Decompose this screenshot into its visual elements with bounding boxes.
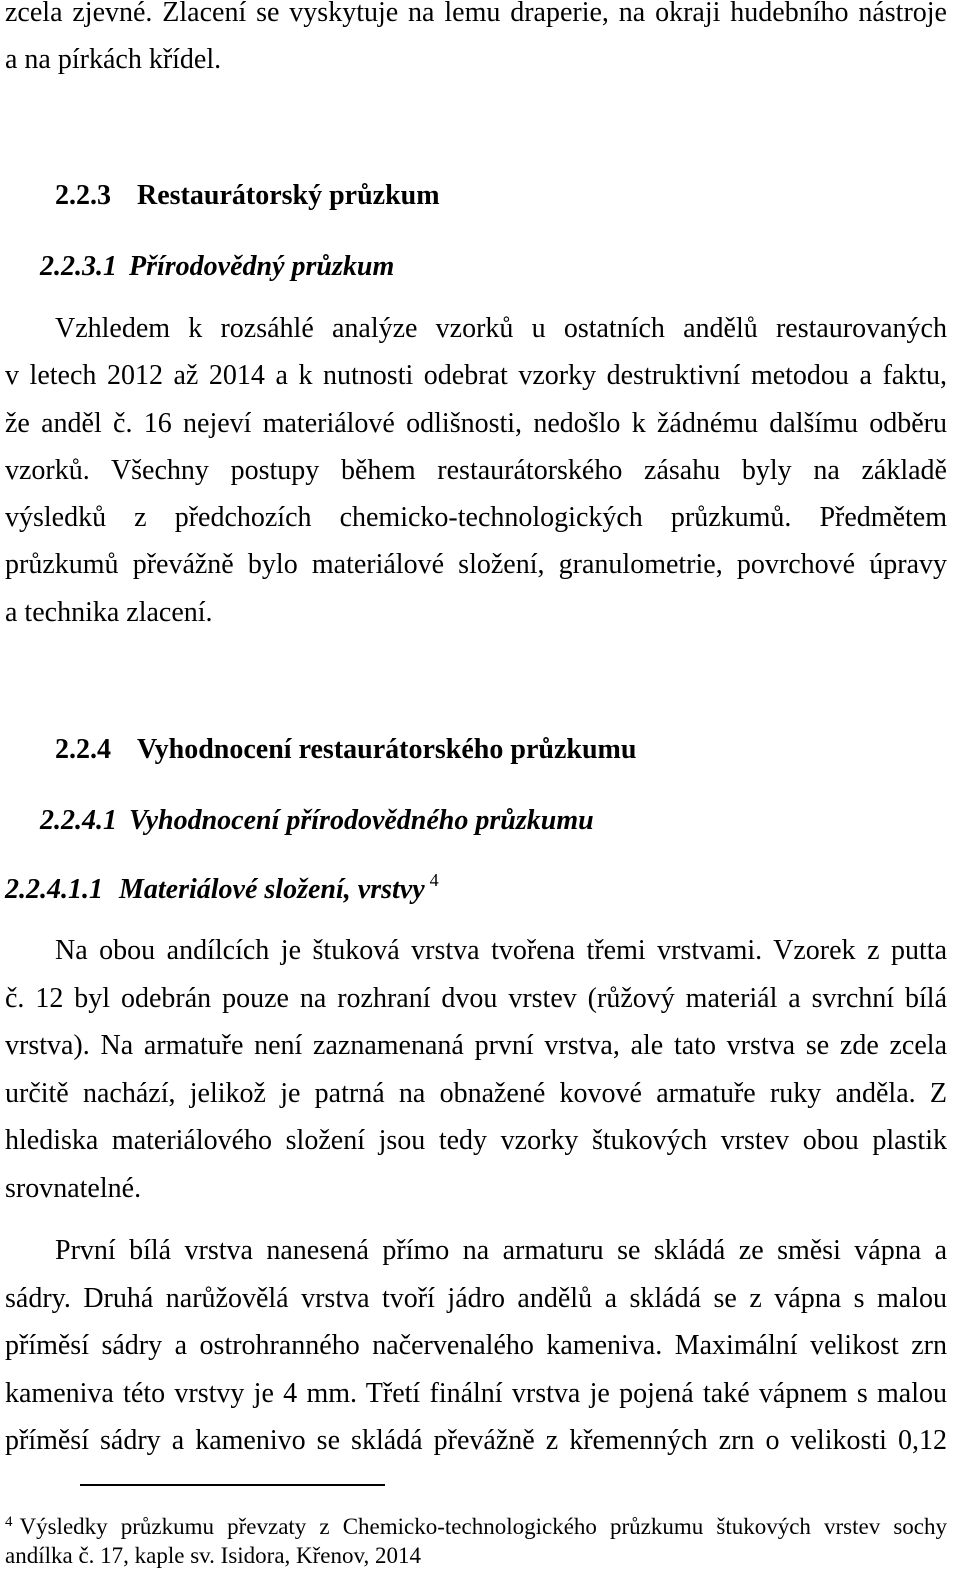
text-line: a technika zlacení.: [5, 596, 213, 628]
section-number: 2.2.4.1.1: [5, 874, 103, 905]
text-line: že anděl č. 16 nejeví materiálové odlišnosti, nedošlo k žádnému dalšímu odběru: [5, 407, 947, 439]
section-heading-2-2-4-1: [40, 797, 594, 844]
footnote-separator: [80, 1484, 385, 1486]
section-heading-2-2-3: [55, 172, 440, 219]
text-line: První bílá vrstva nanesená přímo na armaturu se skládá ze směsi vápna a: [55, 1235, 947, 1266]
section-number: 2.2.4: [55, 734, 111, 765]
text-line: vzorků. Všechny postupy během restaurátorského zásahu byly na základě: [5, 454, 947, 486]
section-heading-2-2-4-1-1: [5, 866, 439, 916]
text-line: zcela zjevné. Zlacení se vyskytuje na lemu draperie, na okraji hudebního nástroje: [5, 0, 947, 28]
text-line: a na pírkách křídel.: [5, 44, 222, 75]
text-line: č. 12 byl odebrán pouze na rozhraní dvou vrstev (růžový materiál a svrchní bílá: [5, 982, 947, 1014]
section-number: 2.2.3.1: [40, 251, 117, 282]
section-title: Vyhodnocení restaurátorského průzkumu: [137, 734, 637, 765]
section-title: Materiálové složení, vrstvy: [119, 874, 425, 905]
text-line: Na obou andílcích je štuková vrstva tvořena třemi vrstvami. Vzorek z putta: [55, 935, 947, 966]
text-line: Vzhledem k rozsáhlé analýze vzorků u ostatních andělů restaurovaných: [55, 313, 947, 344]
footnote-line: [5, 1514, 947, 1543]
footnote-reference: 4: [429, 870, 439, 890]
paragraph-layers-detail: [5, 1227, 947, 1465]
text-line: srovnatelné.: [5, 1172, 142, 1204]
section-heading-2-2-3-1: [40, 243, 394, 290]
footnote-text: Výsledky průzkumu převzaty z Chemicko-technologického průzkumu štukových vrstev sochy: [19, 1514, 947, 1539]
text-line: určitě nachází, jelikož je patrná na obnažené kovové armatuře ruky anděla. Z: [5, 1077, 947, 1109]
footnote-line: andílka č. 17, kaple sv. Isidora, Křenov, 2014: [5, 1543, 422, 1568]
section-title: Přírodovědný průzkum: [129, 251, 395, 282]
text-line: kameniva této vrstvy je 4 mm. Třetí finální vrstva je pojená také vápnem s malou: [5, 1377, 947, 1409]
text-line: výsledků z předchozích chemicko-technologických průzkumů. Předmětem: [5, 502, 947, 534]
text-line: příměsí sádry a ostrohranného načervenalého kameniva. Maximální velikost zrn: [5, 1330, 947, 1361]
footnote: [5, 1514, 947, 1569]
text-line: vrstva). Na armatuře není zaznamenaná první vrstva, ale tato vrstva se zde zcela: [5, 1030, 947, 1061]
text-line: v letech 2012 až 2014 a k nutnosti odebrat vzorky destruktivní metodou a faktu,: [5, 360, 947, 392]
continuation-paragraph: [5, 0, 947, 83]
section-title: Restaurátorský průzkum: [137, 180, 440, 211]
section-number: 2.2.3: [55, 180, 111, 211]
text-line: hlediska materiálového složení jsou tedy vzorky štukových vrstev obou plastik: [5, 1125, 947, 1156]
paragraph-research-intro: [5, 305, 947, 636]
text-line: příměsí sádry a kamenivo se skládá převážně z křemenných zrn o velikosti 0,12: [5, 1425, 947, 1456]
footnote-marker: 4: [5, 1514, 13, 1530]
paragraph-layers-overview: [5, 927, 947, 1212]
section-number: 2.2.4.1: [40, 805, 117, 836]
section-title: Vyhodnocení přírodovědného průzkumu: [129, 805, 594, 836]
text-line: sádry. Druhá narůžovělá vrstva tvoří jádro andělů a skládá se z vápna s malou: [5, 1282, 947, 1314]
text-line: průzkumů převážně bylo materiálové složení, granulometrie, povrchové úpravy: [5, 549, 947, 581]
section-heading-2-2-4: [55, 726, 636, 773]
